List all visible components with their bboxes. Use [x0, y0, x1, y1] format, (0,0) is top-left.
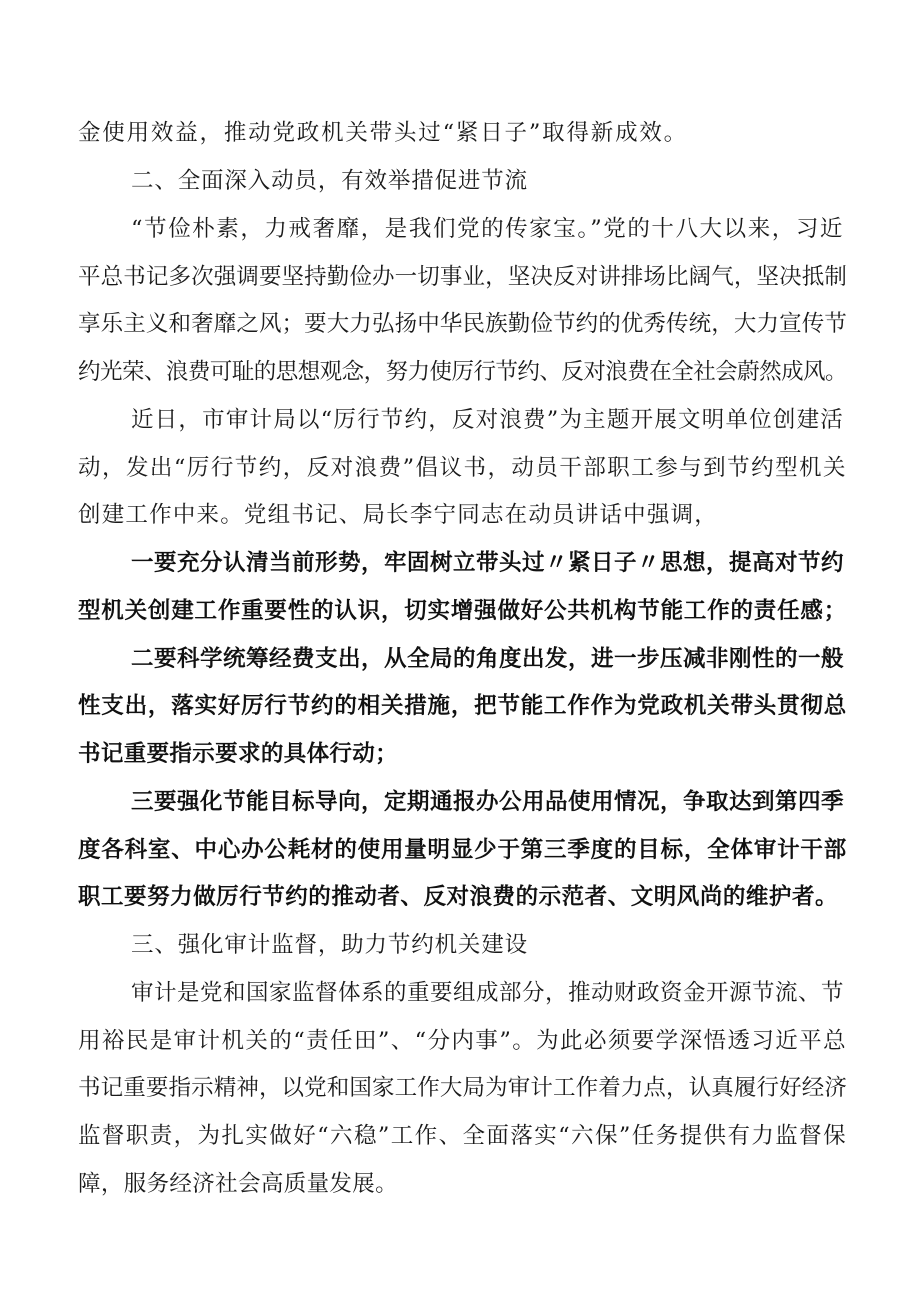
paragraph-line: 近日，市审计局以“厉行节约，反对浪费”为主题开展文明单位创建活 [131, 407, 844, 433]
paragraph-line: “节俭朴素，力戒奢靡，是我们党的传家宝。”党的十八大以来，习近 [131, 216, 844, 242]
emphasis-line: 二要科学统筹经费支出，从全局的角度出发，进一步压减非刚性的一般 [131, 646, 844, 672]
emphasis-line: 型机关创建工作重要性的认识，切实增强做好公共机构节能工作的责任感； [78, 598, 847, 624]
emphasis-line: 三要强化节能目标导向，定期通报办公用品使用情况，争取达到第四季 [131, 789, 844, 815]
emphasis-line: 书记重要指示要求的具体行动； [78, 741, 398, 767]
emphasis-line: 性支出，落实好厉行节约的相关措施，把节能工作作为党政机关带头贯彻总 [78, 693, 847, 719]
section-heading: 二、全面深入动员，有效举措促进节流 [131, 168, 528, 194]
paragraph-line: 平总书记多次强调要坚持勤俭办一切事业，坚决反对讲排场比阔气，坚决抵制 [78, 264, 847, 290]
paragraph-line: 动，发出“厉行节约，反对浪费”倡议书，动员干部职工参与到节约型机关 [78, 455, 847, 481]
paragraph-line: 审计是党和国家监督体系的重要组成部分，推动财政资金开源节流、节 [131, 980, 844, 1006]
paragraph-line: 创建工作中来。党组书记、局长李宁同志在动员讲话中强调， [78, 502, 718, 528]
paragraph-line: 享乐主义和奢靡之风；要大力弘扬中华民族勤俭节约的优秀传统，大力宣传节 [78, 311, 847, 337]
paragraph-line: 用裕民是审计机关的“责任田”、“分内事”。为此必须要学深悟透习近平总 [78, 1028, 847, 1054]
paragraph-line: 书记重要指示精神，以党和国家工作大局为审计工作着力点，认真履行好经济 [78, 1075, 847, 1101]
paragraph-line: 金使用效益，推动党政机关带头过“紧日子”取得新成效。 [78, 120, 688, 146]
section-heading: 三、强化审计监督，助力节约机关建设 [131, 932, 528, 958]
paragraph-line: 障，服务经济社会高质量发展。 [78, 1171, 398, 1197]
emphasis-line: 职工要努力做厉行节约的推动者、反对浪费的示范者、文明风尚的维护者。 [78, 884, 838, 910]
paragraph-line: 约光荣、浪费可耻的思想观念，努力使厉行节约、反对浪费在全社会蔚然成风。 [78, 359, 847, 385]
emphasis-line: 一要充分认清当前形势，牢固树立带头过〃紧日子〃思想，提高对节约 [131, 550, 844, 576]
paragraph-line: 监督职责，为扎实做好“六稳”工作、全面落实“六保”任务提供有力监督保 [78, 1123, 847, 1149]
emphasis-line: 度各科室、中心办公耗材的使用量明显少于第三季度的目标，全体审计干部 [78, 837, 847, 863]
